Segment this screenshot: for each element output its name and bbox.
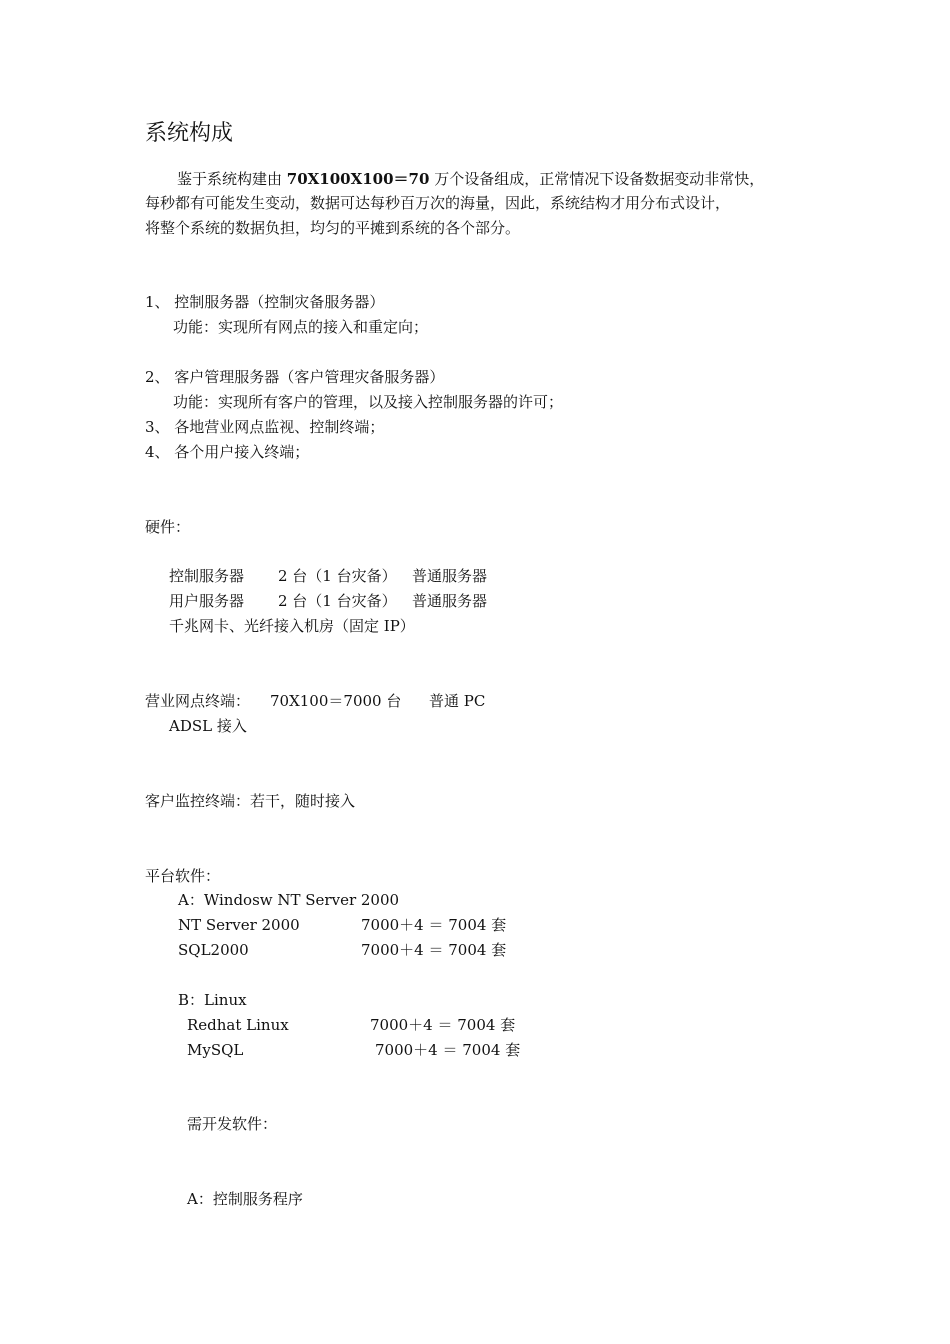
component-item-2: 2、 客户管理服务器（客户管理灾备服务器） (145, 368, 445, 386)
software-option-a: A：Windosw NT Server 2000 (178, 891, 400, 909)
component-item-4: 4、 各个用户接入终端； (145, 443, 310, 461)
branch-terminal-type: 普通 PC (429, 692, 486, 710)
component-item-1: 1、 控制服务器（控制灾备服务器） (145, 293, 385, 311)
intro-line-3: 将整个系统的数据负担，均匀的平摊到系统的各个部分。 (145, 219, 521, 237)
dev-software-heading: 需开发软件： (187, 1115, 278, 1133)
software-b-row-2-name: MySQL (187, 1041, 244, 1059)
hardware-network: 千兆网卡、光纤接入机房（固定 IP） (169, 617, 415, 635)
intro-text-post: 万个设备组成，正常情况下设备数据变动非常快， (429, 170, 765, 188)
software-a-row-1-calc: 7000＋4 ＝ 7004 套 (361, 916, 507, 934)
software-b-row-1-name: Redhat Linux (187, 1016, 289, 1034)
hardware-row-1-name: 控制服务器 (169, 567, 245, 585)
hardware-row-1-type: 普通服务器 (412, 567, 488, 585)
hardware-heading: 硬件： (145, 518, 191, 536)
component-item-1-desc: 功能：实现所有网点的接入和重定向； (173, 318, 429, 336)
intro-line-1 (177, 170, 764, 188)
client-terminal-line: 客户监控终端：若干，随时接入 (145, 792, 356, 810)
branch-terminal-label: 营业网点终端： (145, 692, 251, 710)
hardware-row-2-qty: 2 台（1 台灾备） (278, 592, 397, 610)
intro-text-pre: 鉴于系统构建由 (177, 170, 287, 188)
page-title: 系统构成 (145, 121, 234, 146)
software-a-row-1-name: NT Server 2000 (178, 916, 300, 934)
branch-terminal-access: ADSL 接入 (169, 717, 247, 735)
branch-terminal-calc: 70X100＝7000 台 (270, 692, 402, 710)
intro-bold-figure: 70X100X100＝70 (286, 170, 430, 188)
hardware-row-1-qty: 2 台（1 台灾备） (278, 567, 397, 585)
software-a-row-2-name: SQL2000 (178, 941, 249, 959)
software-heading: 平台软件： (145, 867, 221, 885)
hardware-row-2-type: 普通服务器 (412, 592, 488, 610)
dev-software-item-a: A：控制服务程序 (187, 1190, 303, 1208)
software-option-b: B：Linux (178, 991, 247, 1009)
hardware-row-2-name: 用户服务器 (169, 592, 245, 610)
software-b-row-2-calc: 7000＋4 ＝ 7004 套 (375, 1041, 521, 1059)
software-b-row-1-calc: 7000＋4 ＝ 7004 套 (370, 1016, 516, 1034)
component-item-3: 3、 各地营业网点监视、控制终端； (145, 418, 385, 436)
component-item-2-desc: 功能：实现所有客户的管理，以及接入控制服务器的许可； (173, 393, 564, 411)
intro-line-2: 每秒都有可能发生变动，数据可达每秒百万次的海量，因此，系统结构才用分布式设计， (145, 194, 731, 212)
software-a-row-2-calc: 7000＋4 ＝ 7004 套 (361, 941, 507, 959)
